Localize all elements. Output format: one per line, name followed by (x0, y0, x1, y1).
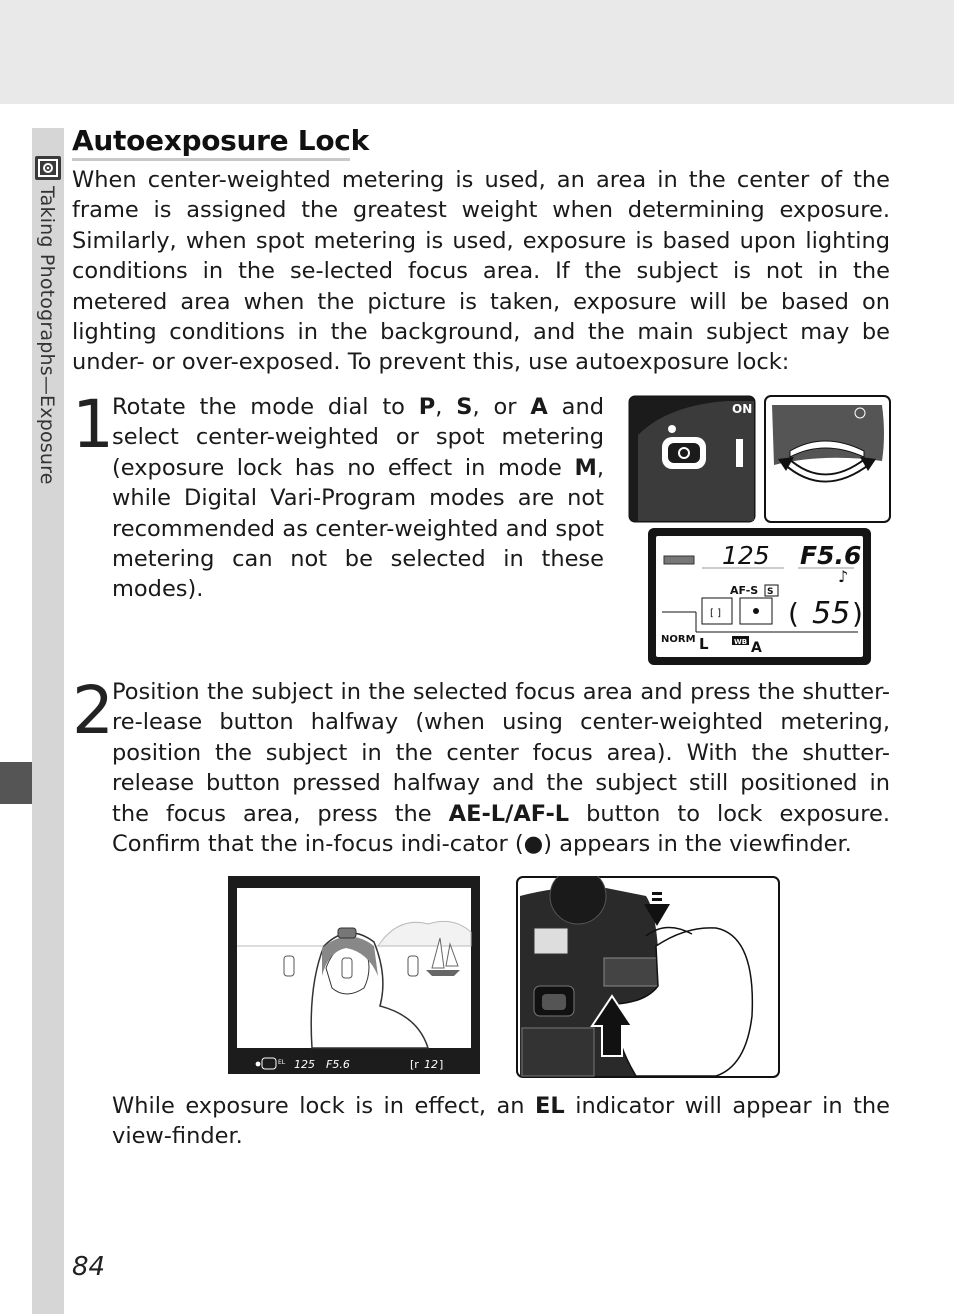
step-1-text: Rotate the mode dial to P, S, or A and select center-weighted or spot metering (exposure lock has no effect in mode M, while Digital Vari-Program modes are not recommended as center-weighted and spot metering can not be selected in these modes). (112, 394, 604, 603)
mode-p: P (418, 394, 436, 420)
el-label: EL (535, 1093, 565, 1119)
top-band (0, 0, 954, 104)
ael-afl-button-label: AE-L/AF-L (448, 800, 570, 827)
lcd-music-note: ♪ (838, 567, 849, 586)
lcd-wb-badge: WB (734, 638, 748, 646)
page-title: Autoexposure Lock (72, 124, 369, 157)
lcd-shutter: 125 (722, 541, 770, 570)
on-label: ON (732, 402, 753, 416)
el-indicator-note: While exposure lock is in effect, an EL indicator will appear in the view-finder. (112, 1093, 890, 1150)
control-panel-lcd (648, 528, 871, 665)
svg-text:[r: [r (410, 1058, 419, 1071)
mode-s: S (456, 394, 473, 420)
step-2-text: Position the subject in the selected focus area and press the shutter-re-lease button halfway (when using center-weighted metering, position the subject in the center focus area). With the shutter-release button pressed halfway and the subject still positioned in the focus area, press the AE-L/AF-L button to lock exposure. Confirm that the in-focus indi-cator (●) appears in the viewfinder. (112, 679, 890, 858)
command-dial-illustration (764, 395, 891, 523)
viewfinder-illustration (228, 876, 480, 1074)
page-number: 84 (72, 1252, 106, 1282)
intro-paragraph: When center-weighted metering is used, an area in the center of the frame is assigned the greatest weight when determining exposure. Similarly, when spot metering is used, exposure is based upon lighting conditions in the se-lected focus area. If the subject is not in the metered area when the picture is taken, exposure will be based on lighting conditions in the background, and the main subject may be under- or over-exposed. To prevent this, use autoexposure lock: (72, 167, 890, 376)
mode-m: M (574, 454, 597, 481)
exposure-mode-icon (35, 156, 61, 180)
title-underline (72, 158, 350, 161)
chapter-label: Taking Photographs—Exposure (36, 186, 58, 485)
lcd-wb-value: A (751, 640, 762, 656)
metering-button-illustration (628, 395, 756, 523)
svg-text:): ) (852, 597, 863, 630)
vf-el-indicator: EL (278, 1059, 286, 1066)
lcd-frames: 55 (812, 596, 851, 631)
svg-text:[ ]: [ ] (710, 608, 721, 619)
vf-count: 12 (424, 1058, 438, 1071)
lcd-quality: NORM (661, 634, 696, 645)
svg-text:]: ] (439, 1058, 444, 1071)
step-1-number: 1 (72, 386, 114, 463)
battery-icon (664, 556, 694, 564)
chapter-tab (0, 762, 32, 804)
lcd-af-mode: AF-S (730, 584, 759, 597)
vf-aperture: F5.6 (326, 1058, 350, 1071)
ael-button-press-illustration (516, 876, 780, 1078)
lcd-af-sub: S (767, 587, 774, 597)
step-2-number: 2 (72, 672, 114, 749)
mode-a: A (530, 394, 548, 420)
lcd-size: L (699, 635, 709, 653)
svg-text:(: ( (788, 597, 799, 630)
lcd-aperture: F5.6 (800, 541, 862, 570)
vf-shutter: 125 (294, 1058, 315, 1071)
